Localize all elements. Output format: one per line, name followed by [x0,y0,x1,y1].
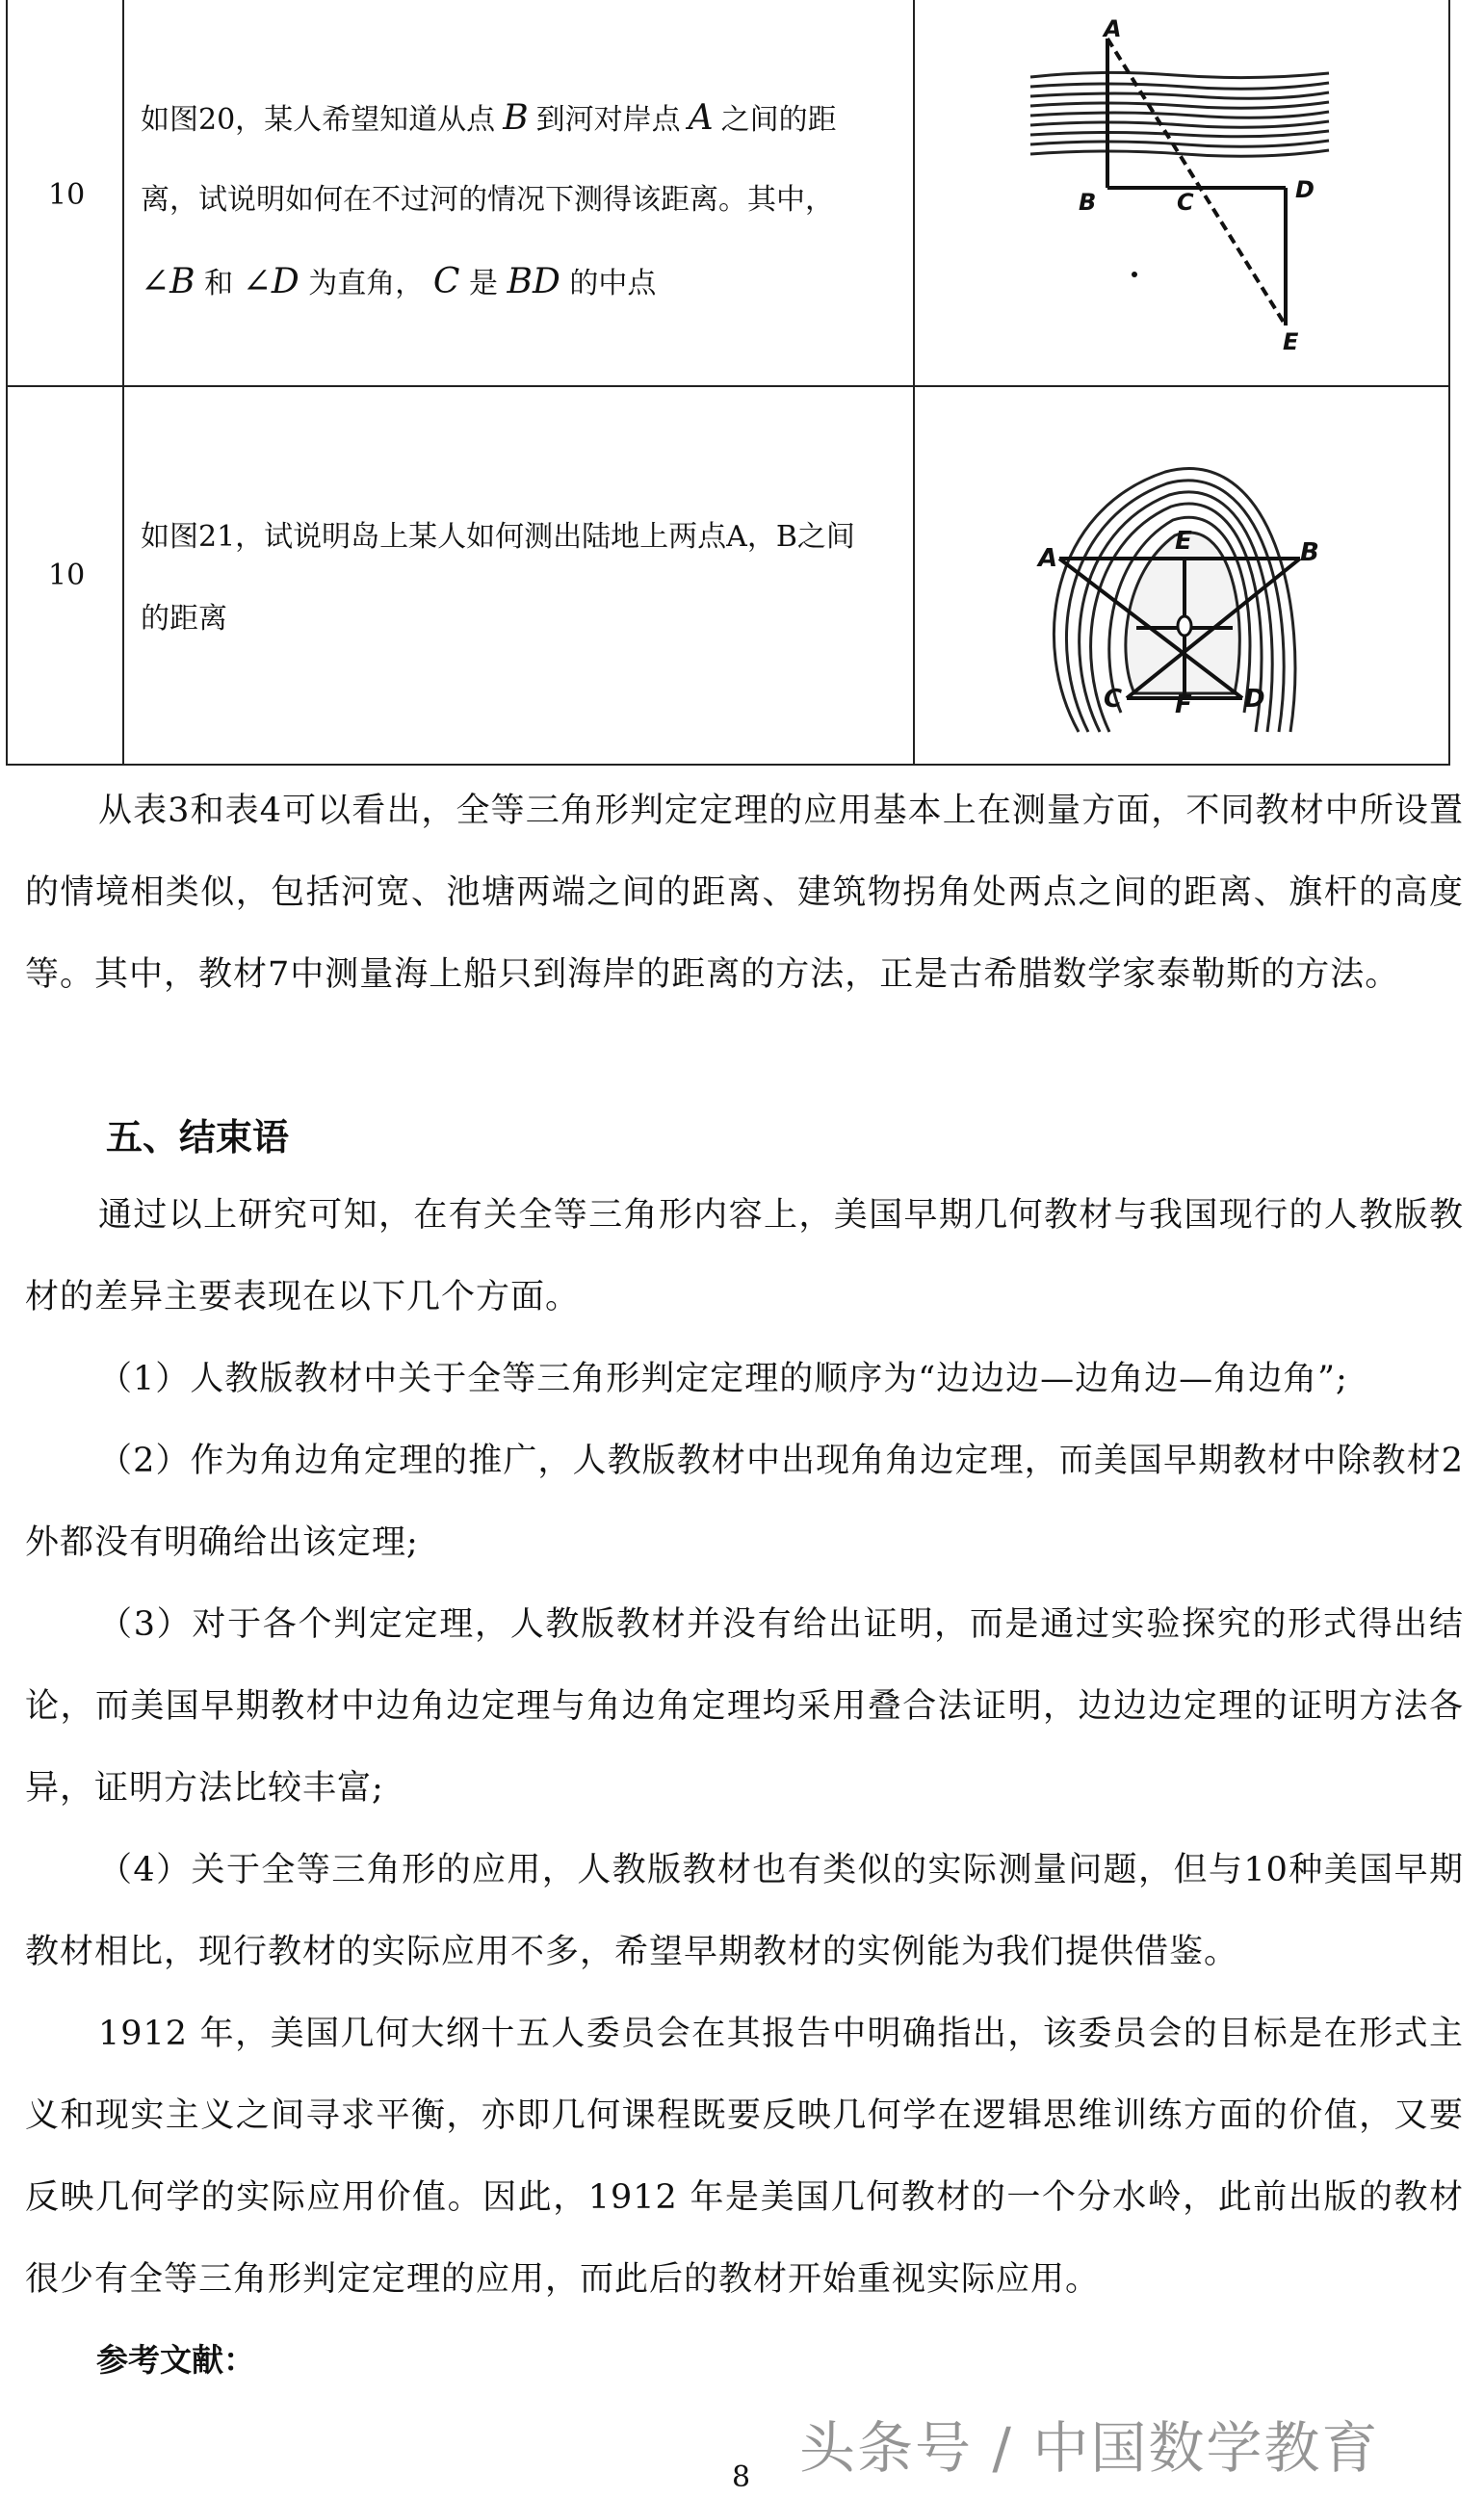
segment-label: BD [507,262,560,301]
figure-label: B [1300,538,1319,567]
paragraph-point-4: （4）关于全等三角形的应用，人教版教材也有类似的实际测量问题，但与10种美国早期教材相比，现行教材的实际应用不多，希望早期教材的实例能为我们提供借鉴。 [25,1851,1464,1971]
figure-label: C [1177,189,1194,216]
point-label: B [503,98,529,138]
paragraph-summary: 从表3和表4可以看出，全等三角形判定定理的应用基本上在测量方面，不同教材中所设置的情境相类似，包括河宽、池塘两端之间的距离、建筑物拐角处两点之间的距离、旗杆的高度等。其中，教材7中测量海上船只到海岸的距离的方法，正是古希腊数学家泰勒斯的方法。 [25,792,1464,994]
table-row-1-problem [141,77,911,323]
data-table [0,0,1484,770]
paragraph-point-1: （1）人教版教材中关于全等三角形判定定理的顺序为“边边边—边角边—角边角”; [98,1360,1348,1398]
paragraph-intro: 通过以上研究可知，在有关全等三角形内容上，美国早期几何教材与我国现行的人教版教材的差异主要表现在以下几个方面。 [25,1196,1464,1316]
references-heading: 参考文献： [96,2341,255,2379]
figure-label: A [1038,544,1058,573]
watermark: 头条号 / 中国数学教育 [799,2415,1380,2481]
section-heading: 五、结束语 [106,1116,290,1158]
paragraph-conclusion: 1912 年，美国几何大纲十五人委员会在其报告中明确指出，该委员会的目标是在形式主义和现实主义之间寻求平衡，亦即几何课程既要反映几何学在逻辑思维训练方面的价值，又要反映几何学的实际应用价值。因此，1912 年是美国几何教材的一个分水岭，此前出版的教材很少有全等三角形判定定理的应用，而此后的教材开始重视实际应用。 [25,2015,1464,2299]
table-row-1-number: 10 [48,178,86,212]
table-border-col2 [913,0,915,766]
figure-label: F [1175,690,1192,719]
problem-text: 到河对岸点 [535,103,681,137]
figure-label: D [1295,176,1315,203]
figure-label: B [1079,189,1097,216]
table-border-bottom [6,764,1450,766]
figure-label: E [1175,527,1192,556]
problem-text: 和 [204,267,234,300]
paragraph-point-3: （3）对于各个判定定理，人教版教材并没有给出证明，而是通过实验探究的形式得出结论，而美国早期教材中边角边定理与角边角定理均采用叠合法证明，边边边定理的证明方法各异，证明方法比较丰富; [25,1605,1464,1808]
point-label: C [432,262,460,301]
table-row-2-number: 10 [48,559,86,592]
paragraph-point-2: （2）作为角边角定理的推广，人教版教材中出现角角边定理，而美国早期教材中除教材2外都没有明确给出该定理; [25,1442,1464,1562]
table-row-2-problem [141,496,911,660]
figure-label: C [1104,685,1123,714]
island-figure [1021,453,1329,742]
problem-text: 离，试说明如何在不过河的情况下测得该距离。其中， [141,183,834,217]
problem-text: 为直角， [308,267,425,300]
table-row-divider [6,385,1450,387]
problem-text: 之间的距 [720,103,837,137]
point-label: A [688,98,714,138]
river-figure [1021,19,1339,356]
problem-text: 的中点 [569,267,657,300]
problem-text: 如图20，某人希望知道从点 [141,103,496,137]
figure-label: D [1244,685,1265,714]
figure-label: E [1283,328,1299,355]
figure-label: A [1104,19,1122,42]
angle-label: ∠D [242,262,299,301]
problem-text: 是 [468,267,498,300]
table-border-right [1448,0,1450,766]
page-number: 8 [732,2460,751,2494]
table-border-col1 [122,0,124,766]
table-border-left [6,0,8,766]
problem-text: 的距离 [141,602,227,636]
problem-text: 如图21，试说明岛上某人如何测出陆地上两点A，B之间 [141,520,855,554]
angle-label: ∠B [141,262,195,301]
